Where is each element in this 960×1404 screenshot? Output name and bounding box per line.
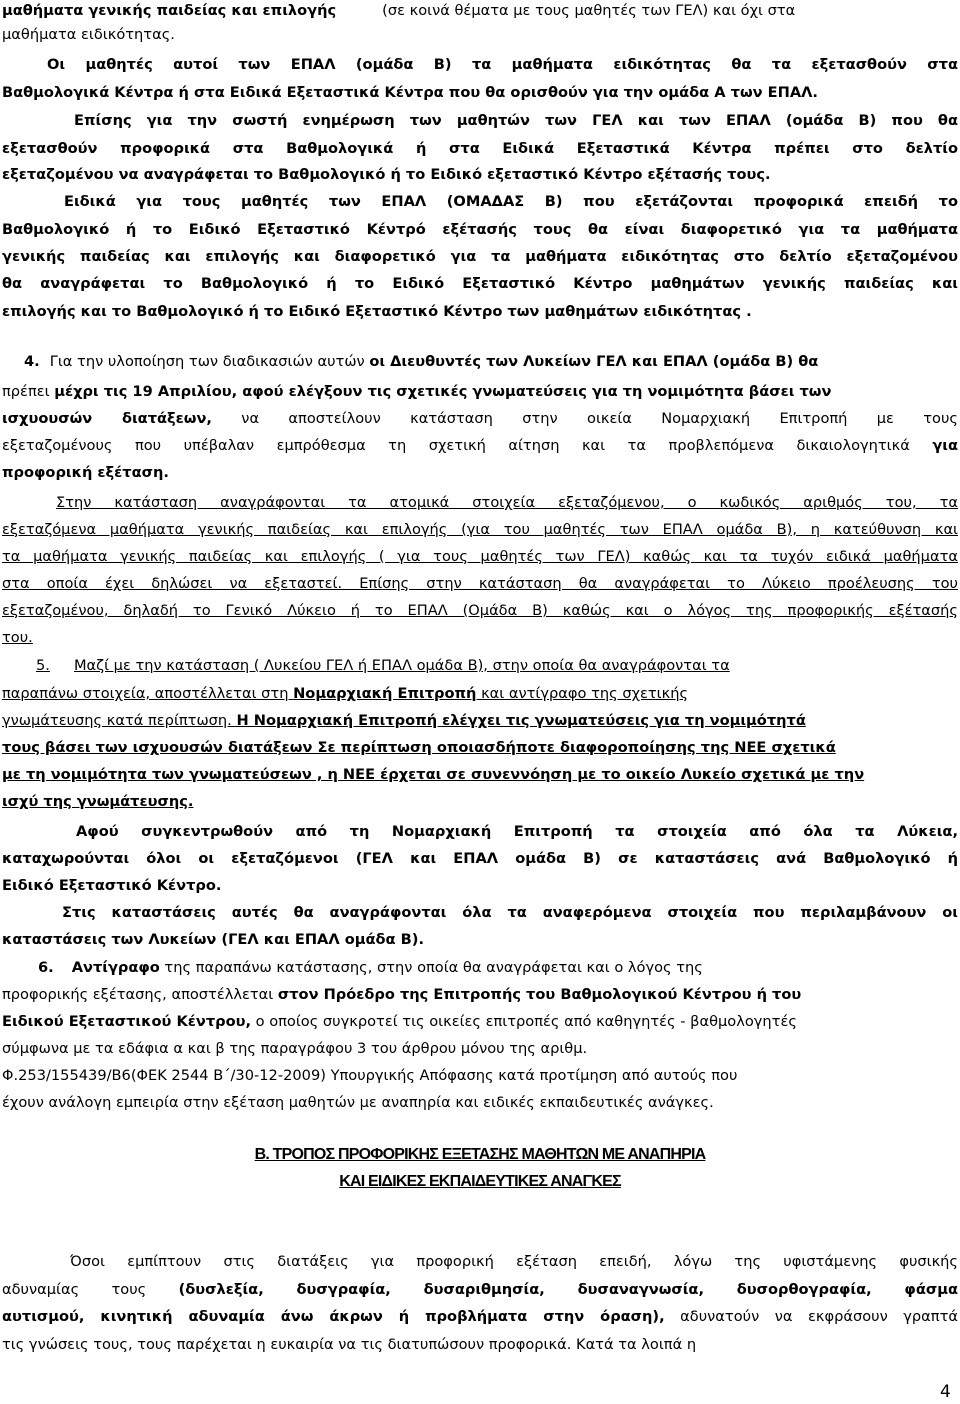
paragraph-number: 4. bbox=[24, 353, 40, 370]
text-line: τις γνώσεις τους, τους παρέχεται η ευκαιρία να τις διατυπώσουν προφορικά. Κατά τα λοιπά η bbox=[2, 1336, 697, 1353]
paragraph-5-line: τους βάσει των ισχυουσών διατάξεων Σε περίπτωση οποιασδήποτε διαφοροποίησης της ΝΕΕ σχετικά bbox=[2, 739, 836, 756]
text-segment: ισχυουσών διατάξεων, bbox=[2, 410, 212, 427]
paragraph-4-line: Στην κατάσταση αναγράφονται τα ατομικά στοιχεία εξεταζόμενου, ο κωδικός αριθμός του, τα bbox=[56, 494, 958, 511]
paragraph-number: 6. bbox=[38, 959, 54, 976]
text-segment: στον Πρόεδρο της Επιτροπής του Βαθμολογικού Κέντρου ή του bbox=[277, 986, 802, 1003]
paragraph-6-line bbox=[2, 1013, 958, 1031]
paragraph-number: 5. bbox=[36, 657, 50, 674]
text-segment: αδυναμίας τους bbox=[2, 1281, 179, 1298]
paragraph-4-line bbox=[2, 437, 958, 455]
paragraph-5-line bbox=[2, 685, 958, 703]
text-line: Αφού συγκεντρωθούν από τη Νομαρχιακή Επιτροπή τα στοιχεία από όλα τα Λύκεια, bbox=[76, 823, 958, 840]
text-line: εξεταζομένου να αναγράφεται το Βαθμολογικό ή το Ειδικό εξεταστικό Κέντρο εξέτασής τους. bbox=[2, 166, 771, 183]
text-line: Όσοι εμπίπτουν στις διατάξεις για προφορική εξέταση επειδή, λόγω της υφιστάμενης φυσικής bbox=[70, 1253, 958, 1270]
text-line: Ειδικό Εξεταστικό Κέντρο. bbox=[2, 877, 222, 894]
text-segment: πρέπει bbox=[2, 383, 55, 400]
text-segment: Μαζί με την κατάσταση ( Λυκείου ΓΕΛ ή ΕΠΑΛ ομάδα Β), στην οποία θα αναγράφονται τα bbox=[73, 657, 730, 674]
text-line bbox=[2, 1308, 958, 1326]
paragraph-6-line bbox=[38, 959, 958, 977]
text-segment: (σε κοινά θέματα με τους μαθητές των ΓΕΛ) και όχι στα bbox=[382, 2, 796, 19]
paragraph-6-line: Φ.253/155439/Β6(ΦΕΚ 2544 Β΄/30-12-2009) Υπουργικής Απόφασης κατά προτίμηση από αυτούς που bbox=[2, 1067, 738, 1084]
paragraph-6-line: σύμφωνα με τα εδάφια α και β της παραγράφου 3 του άρθρου μόνου της αριθμ. bbox=[2, 1040, 588, 1057]
paragraph-4-line: προφορική εξέταση. bbox=[2, 464, 169, 481]
text-segment: να αποστείλουν κατάσταση στην οικεία Νομαρχιακή Επιτροπή με τους bbox=[211, 410, 958, 427]
text-segment: και αντίγραφο της σχετικής bbox=[476, 685, 689, 702]
text-line: εξετασθούν προφορικά στα Βαθμολογικά ή στα Ειδικά Εξεταστικά Κέντρα πρέπει στο δελτίο bbox=[2, 140, 958, 157]
text-line bbox=[2, 2, 958, 20]
paragraph-6-line: έχουν ανάλογη εμπειρία στην εξέταση μαθητών με αναπηρία και ειδικές εκπαιδευτικές ανάγκες. bbox=[2, 1094, 714, 1111]
paragraph-5-line bbox=[36, 657, 958, 675]
text-segment: αυτισμού, κινητική αδυναμία άνω άκρων ή προβλήματα στην όραση), bbox=[2, 1308, 665, 1325]
paragraph-4-line: τα μαθήματα γενικής παιδείας και επιλογής ( για τους μαθητές των ΓΕΛ) καθώς και τα τυχόν ειδικά μαθήματα bbox=[2, 548, 958, 565]
text-segment: μέχρι τις 19 Απριλίου, αφού ελέγξουν τις σχετικές γνωματεύσεις για τη νομιμότητα βάσει των bbox=[54, 383, 832, 400]
text-segment: Η Νομαρχιακή Επιτροπή ελέγχει τις γνωματεύσεις για τη νομιμότητά bbox=[236, 712, 806, 729]
text-line: Οι μαθητές αυτοί των ΕΠΑΛ (ομάδα Β) τα μαθήματα ειδικότητας θα τα εξετασθούν στα bbox=[47, 56, 958, 73]
text-segment: για bbox=[932, 437, 958, 454]
paragraph-5-line: με τη νομιμότητα των γνωματεύσεων , η ΝΕΕ έρχεται σε συνεννόηση με το οικείο Λυκείο σχετικά με την bbox=[2, 766, 865, 783]
text-line bbox=[2, 1281, 958, 1299]
paragraph-4-line: εξεταζόμενα μαθήματα γενικής παιδείας και επιλογής (για του μαθητές των ΕΠΑΛ ομάδα Β), η κατεύθυνση και bbox=[2, 521, 958, 538]
text-segment: εξεταζομένους που υπέβαλαν εμπρόθεσμα τη σχετική αίτηση και τα προβλεπόμενα δικαιολογητικά bbox=[2, 437, 933, 454]
paragraph-4-line: εξεταζομένου, δηλαδή το Γενικό Λύκειο ή το ΕΠΑΛ (Ομάδα Β) καθώς και ο λόγος της προφορικής εξέτασής bbox=[2, 602, 958, 619]
text-segment: μαθήματα γενικής παιδείας και επιλογής bbox=[2, 2, 337, 19]
text-line: Στις καταστάσεις αυτές θα αναγράφονται όλα τα αναφερόμενα στοιχεία που περιλαμβάνουν οι bbox=[62, 904, 958, 921]
paragraph-4-line: του. bbox=[2, 629, 33, 646]
text-line: μαθήματα ειδικότητας. bbox=[2, 26, 175, 43]
text-line: επιλογής και το Βαθμολογικό ή το Ειδικό Εξεταστικό Κέντρο των μαθημάτων ειδικότητας . bbox=[2, 303, 752, 320]
text-segment: παραπάνω στοιχεία, αποστέλλεται στη bbox=[2, 685, 294, 702]
text-segment: Για την υλοποίηση των διαδικασιών αυτών bbox=[49, 353, 370, 370]
paragraph-4-line bbox=[2, 383, 958, 401]
text-segment: αδυνατούν να εκφράσουν γραπτά bbox=[664, 1308, 958, 1325]
text-segment: ο οποίος συγκροτεί τις οικείες επιτροπές από καθηγητές - βαθμολογητές bbox=[251, 1013, 797, 1030]
text-segment: της παραπάνω κατάστασης, στην οποία θα αναγράφεται και ο λόγος της bbox=[159, 959, 703, 976]
text-segment: Νομαρχιακή Επιτροπή bbox=[293, 685, 477, 702]
text-segment: Ειδικού Εξεταστικού Κέντρου, bbox=[2, 1013, 252, 1030]
paragraph-4-line bbox=[2, 410, 958, 428]
text-segment: Αντίγραφο bbox=[71, 959, 160, 976]
section-heading: Β. ΤΡΟΠΟΣ ΠΡΟΦΟΡΙΚΗΣ ΕΞΕΤΑΣΗΣ ΜΑΘΗΤΩΝ ΜΕ ΑΝΑΠΗΡΙΑ bbox=[254, 1146, 706, 1163]
text-line: Ειδικά για τους μαθητές των ΕΠΑΛ (ΟΜΑΔΑΣ Β) που εξετάζονται προφορικά επειδή το bbox=[64, 193, 958, 210]
paragraph-4-line bbox=[24, 353, 958, 371]
text-line: θα αναγράφεται το Βαθμολογικό ή το Ειδικό Εξεταστικό Κέντρο μαθημάτων γενικής παιδείας και bbox=[2, 275, 958, 292]
text-segment: (δυσλεξία, δυσγραφία, δυσαριθμησία, δυσαναγνωσία, δυσορθογραφία, φάσμα bbox=[178, 1281, 958, 1298]
text-line: Βαθμολογικό ή το Ειδικό Εξεταστικό Κέντρό εξέτασής τους θα είναι διαφορετικό για τα μαθήματα bbox=[2, 221, 958, 238]
section-heading: ΚΑΙ ΕΙΔΙΚΕΣ ΕΚΠΑΙΔΕΥΤΙΚΕΣ ΑΝΑΓΚΕΣ bbox=[339, 1173, 621, 1190]
text-line: καταστάσεις των Λυκείων (ΓΕΛ και ΕΠΑΛ ομάδα Β). bbox=[2, 931, 424, 948]
paragraph-5-line bbox=[2, 712, 958, 730]
text-line: γενικής παιδείας και επιλογής και διαφορετικό για τα μαθήματα ειδικότητας στο δελτίο εξεταζομένου bbox=[2, 248, 958, 265]
text-line: Βαθμολογικά Κέντρα ή στα Ειδικά Εξεταστικά Κέντρα που θα ορισθούν για την ομάδα Α των ΕΠΑΛ. bbox=[2, 84, 818, 101]
page-number: 4 bbox=[940, 1382, 951, 1402]
text-segment: γνωμάτευσης κατά περίπτωση. bbox=[2, 712, 237, 729]
text-segment: προφορικής εξέτασης, αποστέλλεται bbox=[2, 986, 278, 1003]
text-line: Επίσης για την σωστή ενημέρωση των μαθητών των ΓΕΛ και των ΕΠΑΛ (ομάδα Β) που θα bbox=[74, 112, 958, 129]
paragraph-4-line: στα οποία έχει δηλώσει να εξεταστεί. Επίσης στην κατάσταση θα αναγράφεται το Λύκειο προέλευσης του bbox=[2, 575, 958, 592]
paragraph-5-line: ισχύ της γνωμάτευσης. bbox=[2, 793, 194, 810]
text-segment: οι Διευθυντές των Λυκείων ΓΕΛ και ΕΠΑΛ (ομάδα Β) θα bbox=[369, 353, 819, 370]
text-line: καταχωρούνται όλοι οι εξεταζόμενοι (ΓΕΛ και ΕΠΑΛ ομάδα Β) σε καταστάσεις ανά Βαθμολογικό ή bbox=[2, 850, 958, 867]
paragraph-6-line bbox=[2, 986, 958, 1004]
